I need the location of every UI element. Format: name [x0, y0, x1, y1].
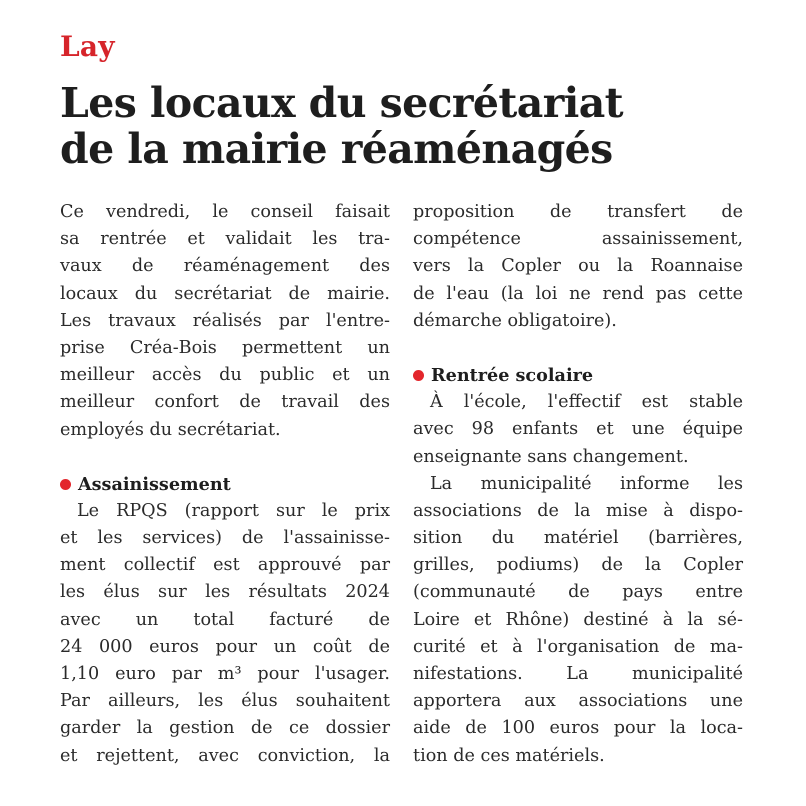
text-line: enseignante sans changement.	[413, 446, 689, 467]
section-heading-rentree-scolaire	[413, 362, 743, 389]
text-line: nifestations. La municipalité	[413, 664, 743, 684]
section-heading-assainissement	[60, 471, 390, 498]
text-line: vaux de réaménagement des	[60, 256, 390, 277]
text-line: À l'école, l'effectif est stable	[430, 392, 743, 413]
text-line: Le RPQS (rapport sur le prix	[77, 500, 390, 521]
text-line: compétence assainissement,	[413, 229, 743, 250]
bullet-dot-icon	[413, 370, 424, 381]
text-line: et rejettent, avec conviction, la	[60, 745, 390, 766]
text-line: et les services) de l'assainisse-	[60, 528, 390, 549]
section-title: Rentrée scolaire	[431, 364, 594, 386]
text-line: vers la Copler ou la Roannaise	[413, 256, 743, 277]
text-line: Ce vendredi, le conseil faisait	[60, 202, 390, 222]
text-line: associations de la mise à dispo-	[413, 500, 743, 521]
headline-line-2: de la mairie réaménagés	[60, 125, 613, 173]
text-line: avec 98 enfants et une équipe	[413, 419, 743, 440]
school-paragraph	[413, 389, 743, 471]
text-line: employés du secrétariat.	[60, 419, 281, 440]
bullet-dot-icon	[60, 479, 71, 490]
text-line: de l'eau (la loi ne rend pas cette	[413, 283, 743, 304]
headline	[60, 80, 760, 172]
section-title: Assainissement	[78, 473, 231, 495]
text-line: Loire et Rhône) destiné à la sé-	[413, 609, 743, 630]
text-line: meilleur accès du public et un	[60, 365, 390, 386]
text-line: aide de 100 euros pour la loca-	[413, 718, 743, 739]
text-line: tion de ces matériels.	[413, 745, 605, 766]
text-line: Les travaux réalisés par l'entre-	[60, 310, 390, 331]
intro-paragraph	[60, 199, 390, 444]
text-line: curité et à l'organisation de ma-	[413, 636, 743, 657]
text-line: proposition de transfert de	[413, 202, 743, 222]
text-line: apportera aux associations une	[413, 691, 743, 712]
text-line: 24 000 euros pour un coût de	[60, 636, 390, 657]
left-column	[60, 199, 390, 770]
text-line: sition du matériel (barrières,	[413, 528, 743, 549]
text-line: sa rentrée et validait les tra-	[60, 229, 390, 250]
text-line: prise Créa-Bois permettent un	[60, 337, 390, 358]
right-column	[413, 199, 743, 770]
text-line: les élus sur les résultats 2024	[60, 582, 390, 603]
continuation-paragraph	[413, 199, 743, 335]
text-line: avec un total facturé de	[60, 609, 390, 630]
equipment-paragraph	[413, 471, 743, 770]
text-line: démarche obligatoire).	[413, 310, 617, 331]
text-line: locaux du secrétariat de mairie.	[60, 283, 390, 304]
text-line: ment collectif est approuvé par	[60, 555, 390, 576]
assainissement-paragraph	[60, 498, 390, 770]
text-line: grilles, podiums) de la Copler	[413, 555, 743, 576]
text-line: La municipalité informe les	[430, 473, 743, 494]
text-line: Par ailleurs, les élus souhaitent	[60, 691, 390, 712]
text-line: 1,10 euro par m³ pour l'usager.	[60, 664, 390, 684]
location-kicker: Lay	[60, 30, 115, 63]
text-line: meilleur confort de travail des	[60, 392, 390, 413]
text-line: garder la gestion de ce dossier	[60, 718, 390, 739]
text-line: (communauté de pays entre	[413, 582, 743, 603]
headline-line-1: Les locaux du secrétariat	[60, 79, 624, 127]
